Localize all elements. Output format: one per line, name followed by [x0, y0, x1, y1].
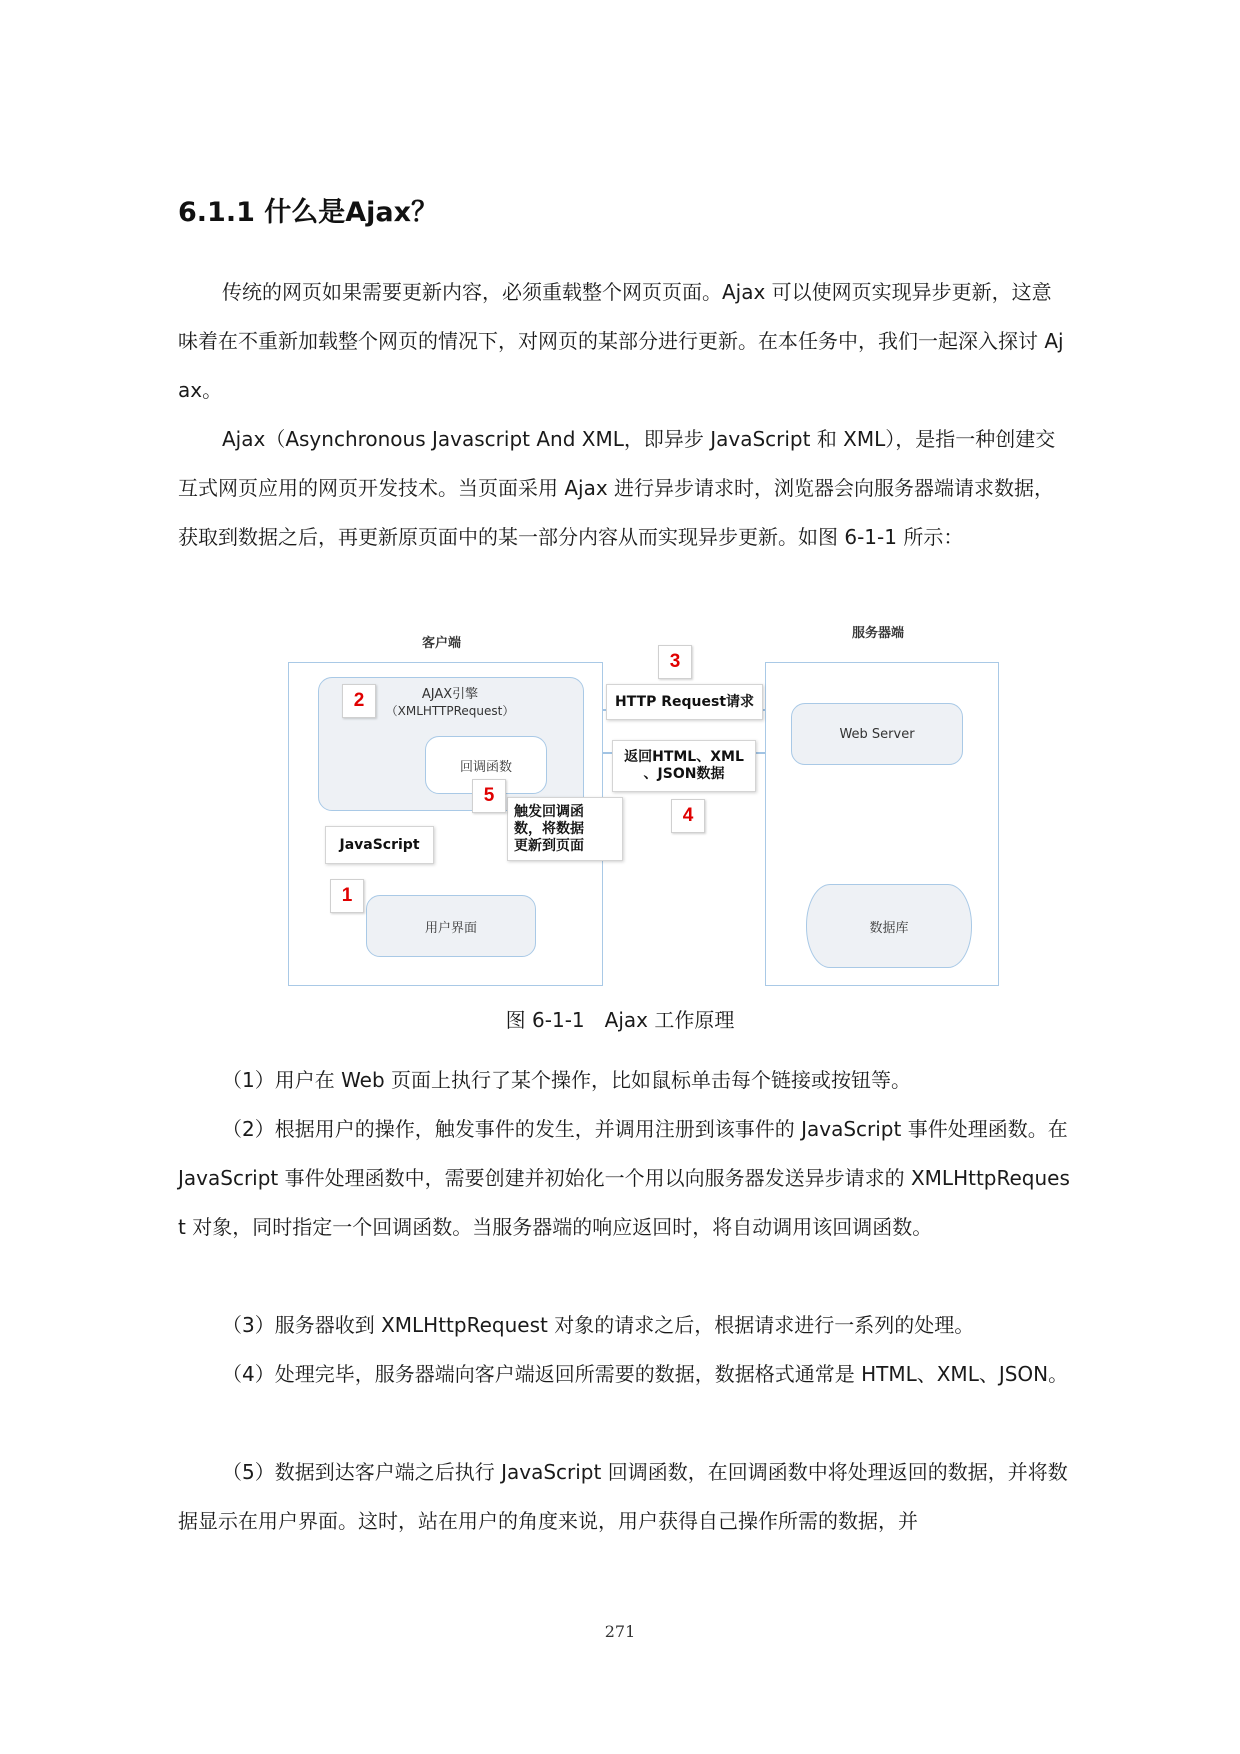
step-2-text: （2）根据用户的操作，触发事件的发生，并调用注册到该事件的 JavaScript 事件处理函数。在 JavaScript 事件处理函数中，需要创建并初始化一个用以向服务器发送异步请求的 XMLHttpRequest 对象，同时指定一个回调函数。当服务器端的响应返回时，将自动调用该回调函数。	[178, 1117, 1070, 1239]
trigger-callback-callout	[507, 797, 623, 861]
step-1-text: （1）用户在 Web 页面上执行了某个操作，比如鼠标单击每个链接或按钮等。	[222, 1068, 912, 1092]
step-4-text: （4）处理完毕，服务器端向客户端返回所需要的数据，数据格式通常是 HTML、XML、JSON。	[222, 1362, 1069, 1386]
step-3-text: （3）服务器收到 XMLHttpRequest 对象的请求之后，根据请求进行一系列的处理。	[222, 1313, 975, 1337]
callback-function-box: 回调函数	[425, 736, 547, 794]
intro-paragraph: 传统的网页如果需要更新内容，必须重载整个网页页面。Ajax 可以使网页实现异步更新，这意味着在不重新加载整个网页的情况下，对网页的某部分进行更新。在本任务中，我们一起深入探讨 Ajax。	[178, 280, 1064, 402]
page-number: 271	[604, 1622, 636, 1641]
return-data-line-2: 、JSON数据	[643, 766, 725, 782]
xmlhttprequest-label: （XMLHTTPRequest）	[385, 703, 515, 718]
section-heading: 6.1.1 什么是Ajax？	[178, 197, 439, 228]
step-3-marker: 3	[658, 645, 692, 679]
return-data-callout	[612, 740, 756, 792]
javascript-callout: JavaScript	[325, 826, 434, 864]
step-5-marker: 5	[472, 779, 506, 813]
ajax-definition-paragraph: Ajax（Asynchronous Javascript And XML，即异步 JavaScript 和 XML），是指一种创建交互式网页应用的网页开发技术。当页面采用 Ajax 进行异步请求时，浏览器会向服务器端请求数据，获取到数据之后，再更新原页面中的某一部分内容从而实现异步更新。如图 6-1-1 所示：	[178, 427, 1056, 549]
client-label: 客户端	[422, 636, 462, 651]
database-cylinder: 数据库	[806, 884, 972, 968]
step-1-marker: 1	[330, 879, 364, 913]
step-2-marker: 2	[342, 684, 376, 718]
trigger-line-3: 更新到页面	[514, 837, 584, 854]
http-request-callout: HTTP Request请求	[606, 684, 763, 720]
server-label: 服务器端	[852, 626, 905, 641]
return-data-line-1: 返回HTML、XML	[624, 749, 744, 765]
ajax-engine-label: AJAX引擎	[421, 686, 479, 702]
trigger-line-1: 触发回调函	[514, 803, 584, 820]
figure-caption: 图 6-1-1 Ajax 工作原理	[505, 1008, 735, 1032]
user-interface-box: 用户界面	[366, 895, 536, 957]
step-5-text: （5）数据到达客户端之后执行 JavaScript 回调函数，在回调函数中将处理返回的数据，并将数据显示在用户界面。这时，站在用户的角度来说，用户获得自己操作所需的数据，并	[178, 1460, 1068, 1533]
web-server-box: Web Server	[791, 703, 963, 765]
step-4-marker: 4	[671, 799, 705, 833]
trigger-line-2: 数，将数据	[514, 820, 584, 837]
